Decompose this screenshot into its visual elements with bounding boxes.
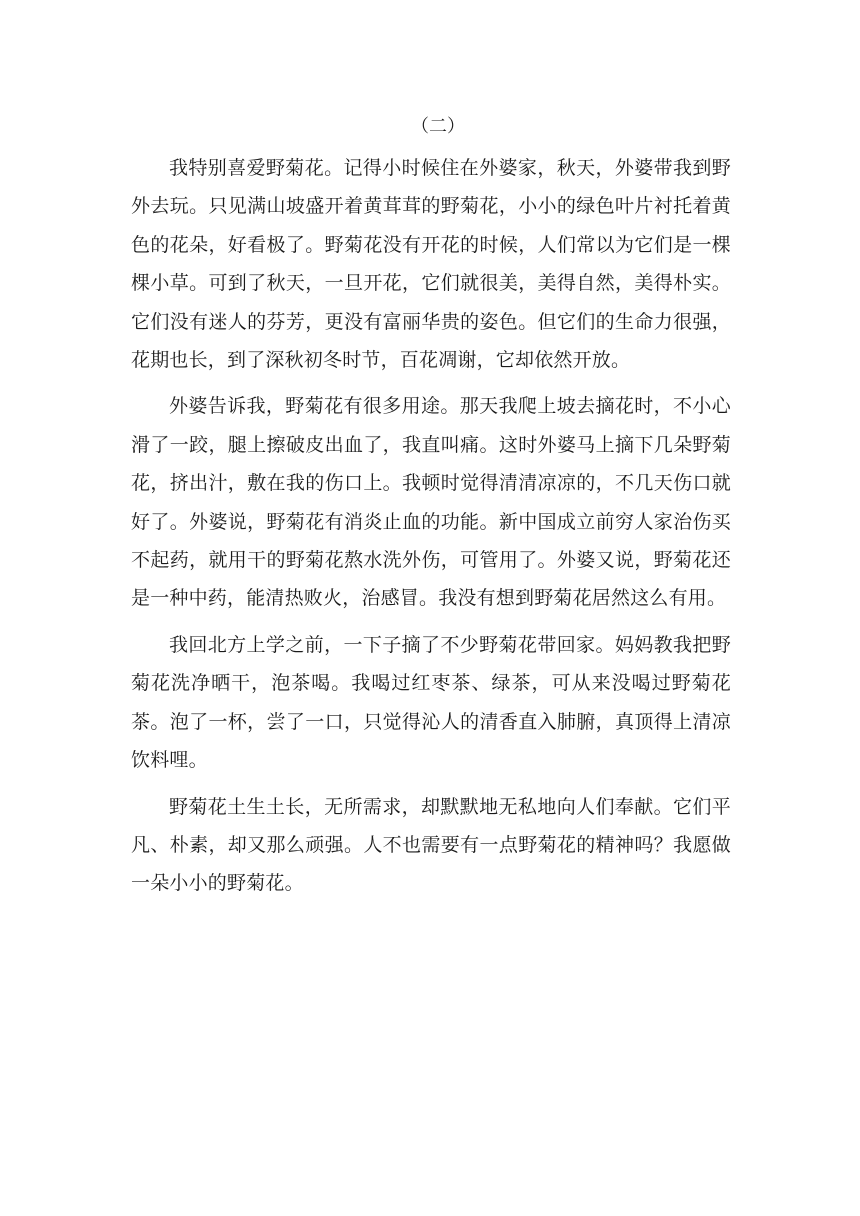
- section-heading: （二）: [411, 116, 465, 137]
- paragraph-4: 野菊花土生土长，无所需求，却默默地无私地向人们奉献。它们平凡、朴素，却又那么顽强。人不也需要有一点野菊花的精神吗？我愿做一朵小小的野菊花。: [131, 795, 731, 895]
- paragraph-1: 我特别喜爱野菊花。记得小时候住在外婆家，秋天，外婆带我到野外去玩。只见满山坡盛开着黄茸茸的野菊花，小小的绿色叶片衬托着黄色的花朵，好看极了。野菊花没有开花的时候，人们常以为它们是一棵棵小草。可到了秋天，一旦开花，它们就很美，美得自然，美得朴实。它们没有迷人的芬芳，更没有富丽华贵的姿色。但它们的生命力很强，花期也长，到了深秋初冬时节，百花凋谢，它却依然开放。: [131, 157, 731, 372]
- document-body: [131, 112, 731, 911]
- paragraph-3: 我回北方上学之前，一下子摘了不少野菊花带回家。妈妈教我把野菊花洗净晒干，泡茶喝。我喝过红枣茶、绿茶，可从来没喝过野菊花茶。泡了一杯，尝了一口，只觉得沁人的清香直入肺腑，真顶得上清凉饮料哩。: [131, 633, 731, 772]
- paragraph-2: 外婆告诉我，野菊花有很多用途。那天我爬上坡去摘花时，不小心滑了一跤，腿上擦破皮出血了，我直叫痛。这时外婆马上摘下几朵野菊花，挤出汁，敷在我的伤口上。我顿时觉得清清凉凉的，不几天伤口就好了。外婆说，野菊花有消炎止血的功能。新中国成立前穷人家治伤买不起药，就用干的野菊花熬水洗外伤，可管用了。外婆又说，野菊花还是一种中药，能清热败火，治感冒。我没有想到野菊花居然这么有用。: [131, 395, 731, 610]
